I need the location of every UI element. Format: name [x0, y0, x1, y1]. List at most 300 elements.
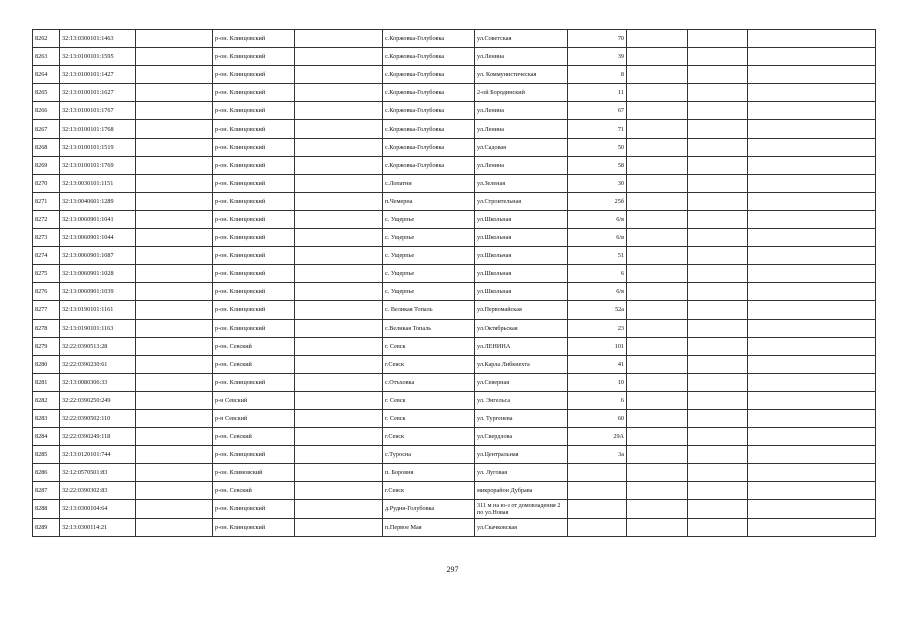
cell-street: ул.Школьная [475, 265, 568, 283]
cell-empty-col-e [748, 30, 876, 48]
cell-district: р-н Севский [213, 409, 295, 427]
cell-empty-col-c [627, 247, 688, 265]
cell-row-number: 8268 [33, 138, 60, 156]
cell-empty-col-a [136, 192, 213, 210]
cell-cadastral-number: 32:22:0390502:110 [60, 409, 136, 427]
cell-empty-col-c [627, 464, 688, 482]
cell-row-number: 8272 [33, 210, 60, 228]
cell-empty-col-b [295, 192, 383, 210]
cell-district: р-он. Клинцовский [213, 30, 295, 48]
cell-settlement: с.Коржовка-Голубовка [383, 120, 475, 138]
cell-settlement: с.Туросна [383, 446, 475, 464]
cell-empty-col-b [295, 283, 383, 301]
cell-row-number: 8270 [33, 174, 60, 192]
cell-street: ул. Энгельса [475, 391, 568, 409]
cell-empty-col-a [136, 337, 213, 355]
cell-district: р-он. Севский [213, 337, 295, 355]
cell-row-number: 8279 [33, 337, 60, 355]
cell-empty-col-e [748, 229, 876, 247]
cell-house-number: 52а [568, 301, 627, 319]
cell-cadastral-number: 32:22:0390513:28 [60, 337, 136, 355]
cell-settlement: с. Великая Топаль [383, 301, 475, 319]
cell-district: р-он. Клинцовский [213, 319, 295, 337]
cell-district: р-он. Клинцовский [213, 446, 295, 464]
cell-street: ул.Советская [475, 30, 568, 48]
cell-district: р-он. Клинцовский [213, 174, 295, 192]
cell-district: р-он. Севский [213, 482, 295, 500]
cell-row-number: 8264 [33, 66, 60, 84]
cell-empty-col-c [627, 102, 688, 120]
table-row [33, 265, 876, 283]
table-row [33, 391, 876, 409]
cell-row-number: 8281 [33, 373, 60, 391]
cell-house-number: 6 [568, 265, 627, 283]
cell-row-number: 8289 [33, 518, 60, 536]
cell-district: р-он. Севский [213, 355, 295, 373]
cell-settlement: с.Великая Топаль [383, 319, 475, 337]
cell-empty-col-b [295, 66, 383, 84]
cell-street: ул.Северная [475, 373, 568, 391]
cell-district: р-он. Клинцовский [213, 265, 295, 283]
cell-row-number: 8269 [33, 156, 60, 174]
cell-row-number: 8283 [33, 409, 60, 427]
cell-district: р-он. Клинцовский [213, 229, 295, 247]
cell-house-number [568, 464, 627, 482]
cell-row-number: 8286 [33, 464, 60, 482]
cell-street: ул.Школьная [475, 210, 568, 228]
cell-empty-col-d [688, 192, 748, 210]
cell-empty-col-e [748, 482, 876, 500]
cell-empty-col-b [295, 120, 383, 138]
cell-settlement: п.Чемерна [383, 192, 475, 210]
cell-district: р-он. Клинцовский [213, 48, 295, 66]
cell-cadastral-number: 32:13:0100101:1519 [60, 138, 136, 156]
cell-empty-col-e [748, 192, 876, 210]
cell-house-number: 6/в [568, 210, 627, 228]
cell-house-number: 11 [568, 84, 627, 102]
cell-empty-col-e [748, 48, 876, 66]
table-row [33, 500, 876, 518]
cell-empty-col-e [748, 500, 876, 518]
cell-settlement: с. Ущерпье [383, 265, 475, 283]
cell-row-number: 8265 [33, 84, 60, 102]
cell-cadastral-number: 32:13:0060901:1028 [60, 265, 136, 283]
cell-empty-col-c [627, 518, 688, 536]
cell-empty-col-d [688, 518, 748, 536]
cell-district: р-он. Клинцовский [213, 283, 295, 301]
cell-empty-col-e [748, 283, 876, 301]
cell-cadastral-number: 32:13:0060901:1039 [60, 283, 136, 301]
cell-empty-col-c [627, 500, 688, 518]
cell-district: р-он. Клинцовский [213, 210, 295, 228]
cell-house-number: 6 [568, 391, 627, 409]
cell-row-number: 8274 [33, 247, 60, 265]
cell-empty-col-b [295, 265, 383, 283]
cell-street: ул.ЛЕНИНА [475, 337, 568, 355]
cell-empty-col-e [748, 409, 876, 427]
cell-empty-col-e [748, 247, 876, 265]
cell-street: ул.Ленина [475, 102, 568, 120]
cell-cadastral-number: 32:12:0570501:83 [60, 464, 136, 482]
cell-empty-col-c [627, 120, 688, 138]
cell-house-number: 29А [568, 428, 627, 446]
cell-empty-col-e [748, 355, 876, 373]
cell-row-number: 8262 [33, 30, 60, 48]
cell-house-number: 71 [568, 120, 627, 138]
cell-row-number: 8266 [33, 102, 60, 120]
cell-empty-col-a [136, 319, 213, 337]
cell-district: р-он. Клинцовский [213, 84, 295, 102]
cell-house-number: 70 [568, 30, 627, 48]
cell-street: ул. Луговая [475, 464, 568, 482]
table-row [33, 301, 876, 319]
cell-empty-col-c [627, 192, 688, 210]
cell-empty-col-c [627, 319, 688, 337]
cell-settlement: с. Ущерпье [383, 283, 475, 301]
cell-settlement: с.Лопатни [383, 174, 475, 192]
cell-district: р-он. Клинцовский [213, 66, 295, 84]
cell-empty-col-b [295, 156, 383, 174]
table-row [33, 482, 876, 500]
cell-empty-col-c [627, 30, 688, 48]
cell-empty-col-c [627, 48, 688, 66]
cell-empty-col-a [136, 391, 213, 409]
cell-empty-col-b [295, 391, 383, 409]
table-row [33, 373, 876, 391]
cell-row-number: 8276 [33, 283, 60, 301]
cell-settlement: с.Коржовка-Голубовка [383, 30, 475, 48]
cell-street: ул.Садовая [475, 138, 568, 156]
cell-empty-col-b [295, 30, 383, 48]
cell-empty-col-b [295, 464, 383, 482]
cell-empty-col-c [627, 446, 688, 464]
cell-empty-col-a [136, 120, 213, 138]
table-row [33, 48, 876, 66]
cell-empty-col-b [295, 428, 383, 446]
cell-empty-col-a [136, 355, 213, 373]
cell-house-number [568, 482, 627, 500]
cell-cadastral-number: 32:22:0390250:249 [60, 391, 136, 409]
table-row [33, 66, 876, 84]
cell-house-number: 60 [568, 409, 627, 427]
cell-cadastral-number: 32:13:0190101:1163 [60, 319, 136, 337]
cell-house-number: 101 [568, 337, 627, 355]
cell-empty-col-d [688, 66, 748, 84]
table-row [33, 120, 876, 138]
cell-settlement: с. Ущерпье [383, 229, 475, 247]
cell-empty-col-c [627, 391, 688, 409]
cell-row-number: 8288 [33, 500, 60, 518]
table-row [33, 156, 876, 174]
cell-empty-col-b [295, 301, 383, 319]
cell-row-number: 8267 [33, 120, 60, 138]
cell-empty-col-c [627, 337, 688, 355]
cell-district: р-он. Клинцовский [213, 138, 295, 156]
table-row [33, 283, 876, 301]
cell-empty-col-a [136, 66, 213, 84]
cell-empty-col-d [688, 247, 748, 265]
table-row [33, 138, 876, 156]
cell-empty-col-e [748, 84, 876, 102]
cell-empty-col-d [688, 391, 748, 409]
cell-empty-col-a [136, 156, 213, 174]
registry-table [32, 29, 876, 537]
cell-house-number: 39 [568, 48, 627, 66]
cell-cadastral-number: 32:13:0100101:1768 [60, 120, 136, 138]
cell-settlement: д.Рудня-Голубовка [383, 500, 475, 518]
cell-empty-col-d [688, 102, 748, 120]
cell-empty-col-c [627, 138, 688, 156]
cell-empty-col-d [688, 373, 748, 391]
cell-empty-col-a [136, 48, 213, 66]
cell-empty-col-e [748, 319, 876, 337]
cell-cadastral-number: 32:22:0390249:118 [60, 428, 136, 446]
table-row [33, 518, 876, 536]
cell-empty-col-a [136, 210, 213, 228]
cell-empty-col-b [295, 482, 383, 500]
cell-empty-col-b [295, 138, 383, 156]
cell-empty-col-a [136, 283, 213, 301]
cell-empty-col-b [295, 210, 383, 228]
cell-empty-col-e [748, 301, 876, 319]
cell-empty-col-d [688, 229, 748, 247]
cell-empty-col-b [295, 373, 383, 391]
cell-settlement: г.Севск [383, 428, 475, 446]
cell-empty-col-c [627, 229, 688, 247]
cell-row-number: 8284 [33, 428, 60, 446]
cell-street: ул. Тургенева [475, 409, 568, 427]
cell-empty-col-b [295, 409, 383, 427]
cell-settlement: г. Севск [383, 337, 475, 355]
cell-district: р-он. Клинцовский [213, 500, 295, 518]
cell-empty-col-b [295, 337, 383, 355]
cell-row-number: 8275 [33, 265, 60, 283]
cell-cadastral-number: 32:22:0390302:83 [60, 482, 136, 500]
cell-empty-col-a [136, 500, 213, 518]
cell-street: ул.Зеленая [475, 174, 568, 192]
cell-house-number: 6/в [568, 283, 627, 301]
cell-cadastral-number: 32:13:0100101:1595 [60, 48, 136, 66]
cell-empty-col-b [295, 48, 383, 66]
cell-house-number: 50 [568, 138, 627, 156]
cell-row-number: 8280 [33, 355, 60, 373]
cell-street: ул.Ленина [475, 156, 568, 174]
cell-row-number: 8263 [33, 48, 60, 66]
cell-empty-col-d [688, 301, 748, 319]
table-row [33, 247, 876, 265]
cell-cadastral-number: 32:13:0100101:1427 [60, 66, 136, 84]
cell-empty-col-e [748, 210, 876, 228]
table-row [33, 409, 876, 427]
cell-street: ул.Октябрьская [475, 319, 568, 337]
table-row [33, 337, 876, 355]
cell-empty-col-e [748, 138, 876, 156]
cell-settlement: г. Севск [383, 409, 475, 427]
cell-empty-col-d [688, 120, 748, 138]
cell-street: ул.Первомайская [475, 301, 568, 319]
cell-empty-col-b [295, 174, 383, 192]
cell-cadastral-number: 32:13:0100101:1769 [60, 156, 136, 174]
cell-empty-col-c [627, 210, 688, 228]
cell-cadastral-number: 32:13:0300114:21 [60, 518, 136, 536]
cell-empty-col-d [688, 428, 748, 446]
cell-empty-col-c [627, 283, 688, 301]
table-row [33, 229, 876, 247]
cell-cadastral-number: 32:13:0100101:1627 [60, 84, 136, 102]
page-number: 297 [446, 565, 459, 574]
cell-cadastral-number: 32:13:0300104:64 [60, 500, 136, 518]
cell-house-number: 58 [568, 156, 627, 174]
cell-district: р-он. Клинцовский [213, 247, 295, 265]
cell-street: ул.Центральная [475, 446, 568, 464]
cell-cadastral-number: 32:13:0120101:744 [60, 446, 136, 464]
cell-empty-col-c [627, 174, 688, 192]
cell-empty-col-b [295, 500, 383, 518]
cell-empty-col-b [295, 84, 383, 102]
cell-house-number: 6/в [568, 229, 627, 247]
cell-empty-col-e [748, 391, 876, 409]
cell-street: ул.Школьная [475, 229, 568, 247]
cell-empty-col-a [136, 409, 213, 427]
cell-district: р-он. Клинцовский [213, 156, 295, 174]
cell-cadastral-number: 32:13:0060901:1041 [60, 210, 136, 228]
cell-empty-col-d [688, 210, 748, 228]
table-row [33, 210, 876, 228]
cell-empty-col-c [627, 156, 688, 174]
cell-street: ул.Школьная [475, 247, 568, 265]
cell-street: ул.Строительная [475, 192, 568, 210]
cell-settlement: п.Первое Мая [383, 518, 475, 536]
cell-empty-col-e [748, 102, 876, 120]
cell-empty-col-b [295, 446, 383, 464]
table-row [33, 30, 876, 48]
cell-empty-col-a [136, 464, 213, 482]
cell-district: р-он. Клинцовский [213, 301, 295, 319]
cell-empty-col-a [136, 301, 213, 319]
cell-empty-col-c [627, 373, 688, 391]
cell-empty-col-d [688, 138, 748, 156]
cell-settlement: с.Коржовка-Голубовка [383, 84, 475, 102]
cell-street: 2-ой Бородинский [475, 84, 568, 102]
table-body [33, 30, 876, 537]
cell-empty-col-c [627, 301, 688, 319]
cell-settlement: с. Ущерпье [383, 210, 475, 228]
cell-empty-col-c [627, 482, 688, 500]
cell-empty-col-a [136, 30, 213, 48]
cell-empty-col-a [136, 174, 213, 192]
cell-house-number [568, 518, 627, 536]
cell-empty-col-e [748, 337, 876, 355]
cell-settlement: с.Коржовка-Голубовка [383, 102, 475, 120]
cell-settlement: с.Отъховка [383, 373, 475, 391]
cell-empty-col-b [295, 319, 383, 337]
cell-house-number: 30 [568, 174, 627, 192]
cell-empty-col-d [688, 464, 748, 482]
cell-empty-col-a [136, 428, 213, 446]
table-row [33, 464, 876, 482]
cell-settlement: с. Ущерпье [383, 247, 475, 265]
cell-house-number [568, 500, 627, 518]
cell-empty-col-d [688, 319, 748, 337]
cell-settlement: г.Севск [383, 482, 475, 500]
cell-cadastral-number: 32:13:0190101:1161 [60, 301, 136, 319]
cell-empty-col-e [748, 428, 876, 446]
cell-street: ул. Коммунистическая [475, 66, 568, 84]
table-row [33, 102, 876, 120]
cell-empty-col-c [627, 84, 688, 102]
cell-house-number: 25б [568, 192, 627, 210]
cell-cadastral-number: 32:13:0060901:1087 [60, 247, 136, 265]
table-row [33, 174, 876, 192]
cell-empty-col-a [136, 229, 213, 247]
cell-house-number: 41 [568, 355, 627, 373]
table-row [33, 319, 876, 337]
table-row [33, 428, 876, 446]
cell-empty-col-b [295, 247, 383, 265]
cell-empty-col-e [748, 265, 876, 283]
cell-district: р-он. Клинцовский [213, 192, 295, 210]
cell-street: ул.Скачковская [475, 518, 568, 536]
cell-empty-col-d [688, 156, 748, 174]
cell-empty-col-e [748, 518, 876, 536]
cell-empty-col-a [136, 102, 213, 120]
cell-street: ул.Свердлова [475, 428, 568, 446]
cell-cadastral-number: 32:13:0040601:1289 [60, 192, 136, 210]
cell-empty-col-e [748, 174, 876, 192]
cell-district: р-он. Климовский [213, 464, 295, 482]
cell-empty-col-d [688, 84, 748, 102]
cell-district: р-он. Клинцовский [213, 102, 295, 120]
cell-street: ул.Школьная [475, 283, 568, 301]
cell-cadastral-number: 32:13:0030101:1151 [60, 174, 136, 192]
cell-cadastral-number: 32:13:0100101:1767 [60, 102, 136, 120]
cell-empty-col-d [688, 446, 748, 464]
cell-settlement: с.Коржовка-Голубовка [383, 138, 475, 156]
cell-empty-col-a [136, 84, 213, 102]
table-row [33, 355, 876, 373]
cell-empty-col-b [295, 355, 383, 373]
cell-empty-col-b [295, 229, 383, 247]
cell-empty-col-d [688, 174, 748, 192]
cell-empty-col-a [136, 247, 213, 265]
cell-empty-col-a [136, 518, 213, 536]
cell-empty-col-b [295, 102, 383, 120]
cell-district: р-н Севский [213, 391, 295, 409]
cell-empty-col-c [627, 355, 688, 373]
cell-empty-col-d [688, 500, 748, 518]
cell-empty-col-a [136, 482, 213, 500]
cell-house-number: 8 [568, 66, 627, 84]
cell-empty-col-a [136, 265, 213, 283]
cell-district: р-он. Севский [213, 428, 295, 446]
cell-settlement: г.Севск [383, 355, 475, 373]
cell-street: ул.Ленина [475, 48, 568, 66]
cell-settlement: с.Коржовка-Голубовка [383, 156, 475, 174]
cell-street: микрорайон Дубрава [475, 482, 568, 500]
cell-empty-col-b [295, 518, 383, 536]
cell-row-number: 8282 [33, 391, 60, 409]
cell-empty-col-d [688, 409, 748, 427]
cell-row-number: 8278 [33, 319, 60, 337]
cell-empty-col-d [688, 355, 748, 373]
table-row [33, 84, 876, 102]
table-row [33, 192, 876, 210]
cell-street: ул.Ленина [475, 120, 568, 138]
cell-house-number: 10 [568, 373, 627, 391]
cell-empty-col-e [748, 66, 876, 84]
cell-settlement: г. Севск [383, 391, 475, 409]
cell-cadastral-number: 32:13:0300101:1463 [60, 30, 136, 48]
